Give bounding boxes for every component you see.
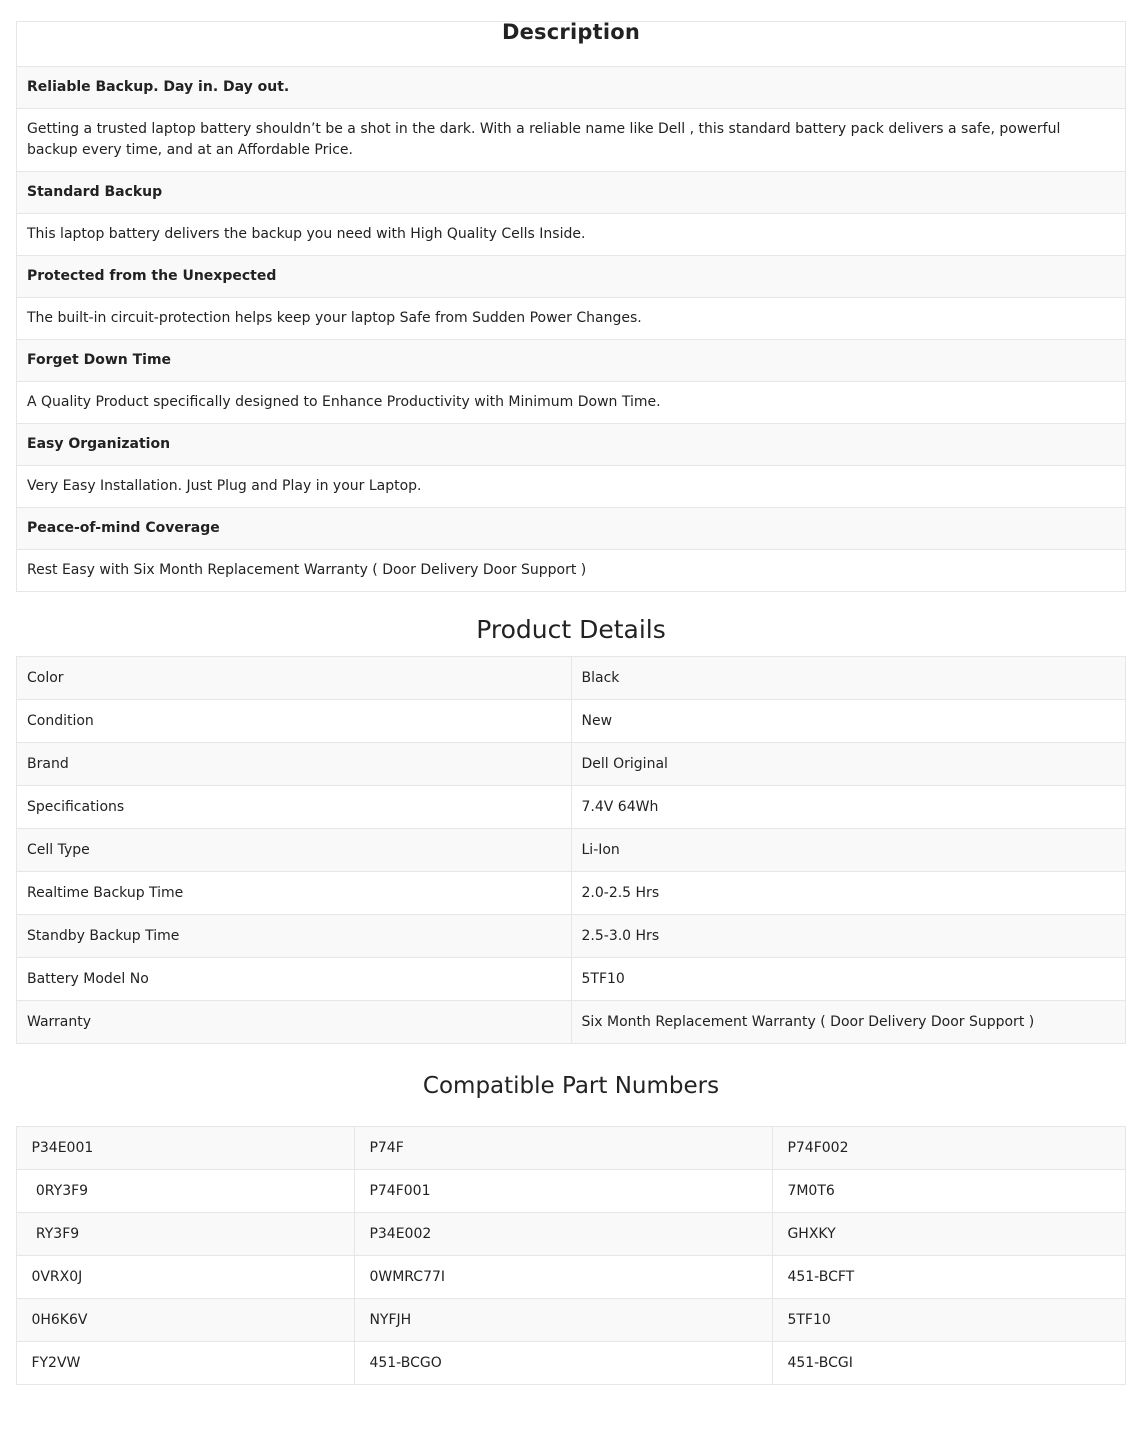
product-detail-value: Black [571, 657, 1126, 700]
compatible-part-number: 7M0T6 [773, 1170, 1126, 1213]
description-title: Description [501, 20, 641, 44]
product-detail-row [17, 657, 1126, 700]
product-detail-value: 7.4V 64Wh [571, 786, 1126, 829]
description-text-row [17, 214, 1126, 256]
description-heading-row [17, 508, 1126, 550]
description-text: Rest Easy with Six Month Replacement Warranty ( Door Delivery Door Support ) [17, 550, 1126, 592]
compatible-part-row [17, 1127, 1126, 1170]
compatible-parts-table [16, 1126, 1126, 1385]
description-heading: Peace-of-mind Coverage [17, 508, 1126, 550]
compatible-part-number: P74F001 [355, 1170, 773, 1213]
description-text-row [17, 298, 1126, 340]
compatible-part-number: 451-BCFT [773, 1256, 1126, 1299]
description-heading-row [17, 172, 1126, 214]
compatible-part-number: RY3F9 [17, 1213, 355, 1256]
compatible-part-row [17, 1213, 1126, 1256]
description-text: The built-in circuit-protection helps keep your laptop Safe from Sudden Power Changes. [17, 298, 1126, 340]
description-heading-row [17, 256, 1126, 298]
compatible-part-number: 0RY3F9 [17, 1170, 355, 1213]
compatible-part-row [17, 1299, 1126, 1342]
compatible-part-number: GHXKY [773, 1213, 1126, 1256]
product-detail-label: Battery Model No [17, 958, 572, 1001]
product-detail-row [17, 829, 1126, 872]
product-detail-value: 2.0-2.5 Hrs [571, 872, 1126, 915]
compatible-part-number: P74F [355, 1127, 773, 1170]
description-header-cell [17, 22, 1126, 67]
product-detail-value: 2.5-3.0 Hrs [571, 915, 1126, 958]
compatible-part-number: 0WMRC77I [355, 1256, 773, 1299]
description-text: Getting a trusted laptop battery shouldn’t be a shot in the dark. With a reliable name like Dell , this standard battery pack delivers a safe, powerful backup every time, and at an Affordable Price. [17, 109, 1126, 172]
product-detail-label: Color [17, 657, 572, 700]
description-text: A Quality Product specifically designed to Enhance Productivity with Minimum Down Time. [17, 382, 1126, 424]
product-detail-label: Condition [17, 700, 572, 743]
product-detail-label: Warranty [17, 1001, 572, 1044]
description-text-row [17, 466, 1126, 508]
description-heading: Reliable Backup. Day in. Day out. [17, 67, 1126, 109]
product-detail-row [17, 958, 1126, 1001]
compatible-part-number: 0H6K6V [17, 1299, 355, 1342]
product-detail-row [17, 872, 1126, 915]
product-detail-label: Cell Type [17, 829, 572, 872]
description-heading-row [17, 340, 1126, 382]
description-heading: Forget Down Time [17, 340, 1126, 382]
description-text-row [17, 382, 1126, 424]
product-detail-label: Brand [17, 743, 572, 786]
compatible-part-number: 0VRX0J [17, 1256, 355, 1299]
description-text: Very Easy Installation. Just Plug and Play in your Laptop. [17, 466, 1126, 508]
description-heading-row [17, 67, 1126, 109]
product-details-table [16, 656, 1126, 1044]
description-heading: Protected from the Unexpected [17, 256, 1126, 298]
compatible-part-row [17, 1170, 1126, 1213]
description-heading: Standard Backup [17, 172, 1126, 214]
description-heading-row [17, 424, 1126, 466]
product-detail-row [17, 1001, 1126, 1044]
description-table [16, 21, 1126, 592]
product-detail-row [17, 786, 1126, 829]
compatible-part-row [17, 1342, 1126, 1385]
product-detail-value: Six Month Replacement Warranty ( Door Delivery Door Support ) [571, 1001, 1126, 1044]
product-detail-value: Dell Original [571, 743, 1126, 786]
product-detail-label: Specifications [17, 786, 572, 829]
product-detail-row [17, 915, 1126, 958]
product-description-page [16, 21, 1126, 1385]
description-header-row [17, 22, 1126, 67]
compatible-part-number: FY2VW [17, 1342, 355, 1385]
compatible-part-number: P74F002 [773, 1127, 1126, 1170]
compatible-parts-title: Compatible Part Numbers [422, 1073, 720, 1099]
product-detail-value: 5TF10 [571, 958, 1126, 1001]
product-detail-label: Standby Backup Time [17, 915, 572, 958]
compatible-part-number: NYFJH [355, 1299, 773, 1342]
compatible-part-number: P34E002 [355, 1213, 773, 1256]
description-text-row [17, 109, 1126, 172]
product-detail-value: New [571, 700, 1126, 743]
compatible-part-number: 451-BCGO [355, 1342, 773, 1385]
description-text-row [17, 550, 1126, 592]
description-heading: Easy Organization [17, 424, 1126, 466]
description-text: This laptop battery delivers the backup you need with High Quality Cells Inside. [17, 214, 1126, 256]
product-detail-row [17, 700, 1126, 743]
compatible-part-number: 5TF10 [773, 1299, 1126, 1342]
product-detail-label: Realtime Backup Time [17, 872, 572, 915]
product-details-title: Product Details [476, 615, 666, 644]
product-detail-row [17, 743, 1126, 786]
compatible-part-row [17, 1256, 1126, 1299]
product-detail-value: Li-Ion [571, 829, 1126, 872]
compatible-part-number: 451-BCGI [773, 1342, 1126, 1385]
compatible-part-number: P34E001 [17, 1127, 355, 1170]
